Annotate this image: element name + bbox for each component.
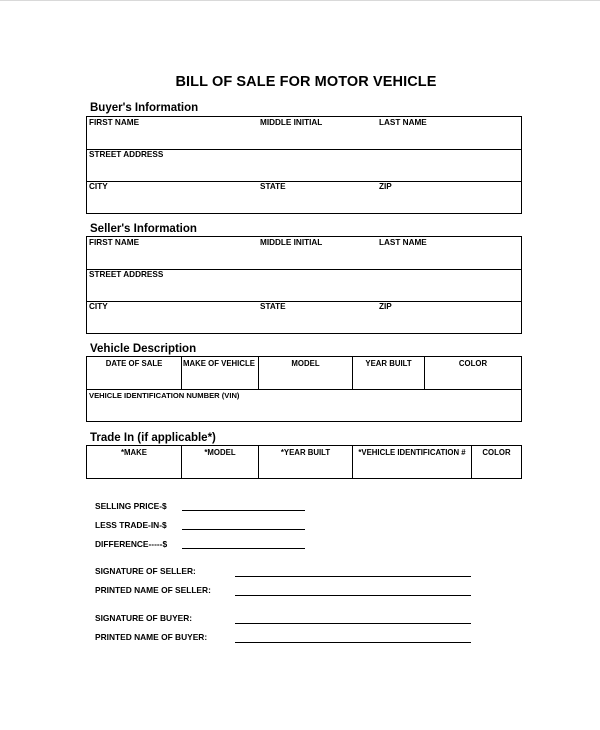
buyer-city-field[interactable]: CITY <box>89 182 108 191</box>
seller-printed-name-label: PRINTED NAME OF SELLER: <box>95 585 211 595</box>
seller-street-address-field[interactable]: STREET ADDRESS <box>89 270 164 279</box>
selling-price-line[interactable] <box>182 510 305 511</box>
seller-first-name-field[interactable]: FIRST NAME <box>89 238 140 247</box>
vehicle-vin-field[interactable]: VEHICLE IDENTIFICATION NUMBER (VIN) <box>89 391 240 400</box>
buyer-info-box <box>86 116 522 214</box>
buyer-printed-name-label: PRINTED NAME OF BUYER: <box>95 632 208 642</box>
seller-state-field[interactable]: STATE <box>260 302 286 311</box>
buyer-printed-name-line[interactable] <box>235 642 471 643</box>
vehicle-description-box <box>86 356 522 422</box>
buyer-first-name-field[interactable]: FIRST NAME <box>89 118 140 127</box>
document-title: BILL OF SALE FOR MOTOR VEHICLE <box>175 74 437 90</box>
trade-in-box <box>86 445 522 479</box>
less-trade-in-line[interactable] <box>182 529 305 530</box>
seller-city-field[interactable]: CITY <box>89 302 108 311</box>
vehicle-color-field[interactable]: COLOR <box>458 359 488 368</box>
trade-in-model-field[interactable]: *MODEL <box>204 448 236 457</box>
buyer-signature-line[interactable] <box>235 623 471 624</box>
seller-info-box <box>86 236 522 334</box>
row-divider <box>87 301 521 302</box>
buyer-street-address-field[interactable]: STREET ADDRESS <box>89 150 164 159</box>
seller-section-heading: Seller's Information <box>90 223 197 235</box>
selling-price-label: SELLING PRICE-$ <box>95 501 167 511</box>
seller-zip-field[interactable]: ZIP <box>379 302 392 311</box>
buyer-last-name-field[interactable]: LAST NAME <box>379 118 427 127</box>
buyer-middle-initial-field[interactable]: MIDDLE INITIAL <box>260 118 323 127</box>
difference-line[interactable] <box>182 548 305 549</box>
vehicle-date-of-sale-field[interactable]: DATE OF SALE <box>105 359 163 368</box>
seller-middle-initial-field[interactable]: MIDDLE INITIAL <box>260 238 323 247</box>
vehicle-section-heading: Vehicle Description <box>90 343 197 355</box>
seller-signature-line[interactable] <box>235 576 471 577</box>
vehicle-make-field[interactable]: MAKE OF VEHICLE <box>183 359 255 368</box>
vehicle-year-built-field[interactable]: YEAR BUILT <box>365 359 412 368</box>
difference-label: DIFFERENCE-----$ <box>95 539 168 549</box>
trade-in-vin-field[interactable]: *VEHICLE IDENTIFICATION # <box>358 448 466 457</box>
row-divider <box>87 181 521 182</box>
trade-in-color-field[interactable]: COLOR <box>482 448 511 457</box>
less-trade-in-label: LESS TRADE-IN-$ <box>95 520 167 530</box>
row-divider <box>87 389 521 390</box>
trade-in-make-field[interactable]: *MAKE <box>121 448 147 457</box>
seller-printed-name-line[interactable] <box>235 595 471 596</box>
seller-signature-label: SIGNATURE OF SELLER: <box>95 566 196 576</box>
buyer-section-heading: Buyer's Information <box>90 102 199 114</box>
vehicle-model-field[interactable]: MODEL <box>291 359 320 368</box>
trade-in-year-built-field[interactable]: *YEAR BUILT <box>280 448 331 457</box>
buyer-signature-label: SIGNATURE OF BUYER: <box>95 613 193 623</box>
trade-in-section-heading: Trade In (if applicable*) <box>90 432 216 444</box>
buyer-zip-field[interactable]: ZIP <box>379 182 392 191</box>
seller-last-name-field[interactable]: LAST NAME <box>379 238 427 247</box>
buyer-state-field[interactable]: STATE <box>260 182 286 191</box>
